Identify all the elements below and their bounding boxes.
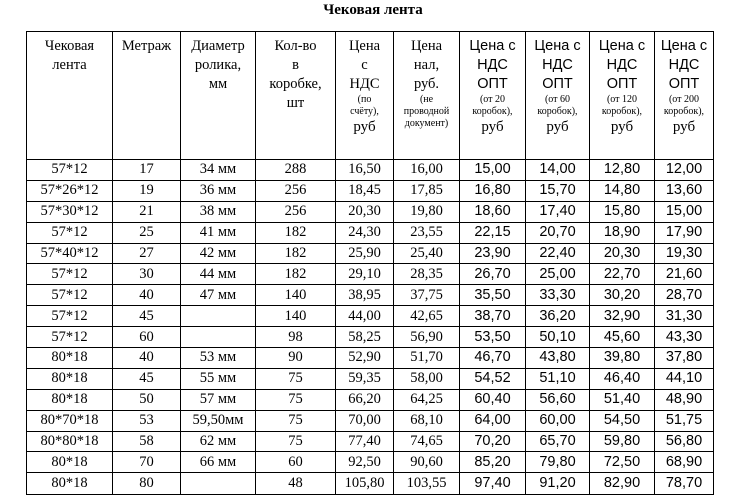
cell-qty-per-box: 75 (256, 389, 336, 410)
header-row (27, 32, 714, 160)
cell-price-20: 60,40 (460, 389, 526, 410)
cell-price-200: 21,60 (655, 264, 714, 285)
table-row (27, 243, 714, 264)
cell-price-60: 15,70 (526, 180, 590, 201)
header-price-cash: Цена нал, руб. (не проводной документ) (394, 32, 460, 160)
cell-length: 40 (113, 285, 181, 306)
cell-qty-per-box: 182 (256, 243, 336, 264)
cell-qty-per-box: 288 (256, 160, 336, 181)
cell-price-60: 65,70 (526, 431, 590, 452)
cell-qty-per-box: 90 (256, 348, 336, 369)
cell-qty-per-box: 140 (256, 285, 336, 306)
cell-price-60: 60,00 (526, 410, 590, 431)
cell-price-200: 13,60 (655, 180, 714, 201)
cell-price-120: 14,80 (590, 180, 655, 201)
cell-price-vat: 52,90 (336, 348, 394, 369)
header-qty-per-box: Кол-во в коробке, шт (256, 32, 336, 160)
cell-price-vat: 70,00 (336, 410, 394, 431)
cell-price-20: 54,52 (460, 368, 526, 389)
cell-tape-size: 80*18 (27, 348, 113, 369)
cell-price-120: 39,80 (590, 348, 655, 369)
cell-diameter: 38 мм (181, 201, 256, 222)
cell-price-cash: 103,55 (394, 473, 460, 495)
cell-qty-per-box: 182 (256, 264, 336, 285)
cell-diameter: 47 мм (181, 285, 256, 306)
cell-price-200: 17,90 (655, 222, 714, 243)
cell-price-120: 51,40 (590, 389, 655, 410)
header-price-vat: Цена с НДС (по счёту), руб (336, 32, 394, 160)
cell-price-120: 46,40 (590, 368, 655, 389)
table-row (27, 348, 714, 369)
cell-price-60: 14,00 (526, 160, 590, 181)
cell-price-vat: 44,00 (336, 306, 394, 327)
cell-price-cash: 56,90 (394, 327, 460, 348)
table-row (27, 160, 714, 181)
header-wholesale-20: Цена с НДС ОПТ (от 20 коробок), руб (460, 32, 526, 160)
cell-tape-size: 57*12 (27, 160, 113, 181)
table-row (27, 431, 714, 452)
header-receipt-tape: Чековая лента (27, 32, 113, 160)
cell-price-60: 36,20 (526, 306, 590, 327)
cell-qty-per-box: 256 (256, 180, 336, 201)
cell-diameter: 41 мм (181, 222, 256, 243)
cell-price-20: 35,50 (460, 285, 526, 306)
price-table (26, 31, 714, 495)
cell-price-200: 48,90 (655, 389, 714, 410)
cell-price-200: 68,90 (655, 452, 714, 473)
cell-price-vat: 66,20 (336, 389, 394, 410)
cell-price-120: 32,90 (590, 306, 655, 327)
cell-price-cash: 90,60 (394, 452, 460, 473)
cell-length: 25 (113, 222, 181, 243)
cell-price-60: 20,70 (526, 222, 590, 243)
cell-qty-per-box: 60 (256, 452, 336, 473)
cell-tape-size: 57*12 (27, 327, 113, 348)
cell-price-200: 56,80 (655, 431, 714, 452)
cell-diameter: 55 мм (181, 368, 256, 389)
table-row (27, 327, 714, 348)
table-row (27, 368, 714, 389)
table-row (27, 201, 714, 222)
cell-length: 30 (113, 264, 181, 285)
cell-price-vat: 59,35 (336, 368, 394, 389)
page-title: Чековая лента (323, 2, 423, 18)
cell-diameter: 44 мм (181, 264, 256, 285)
cell-price-cash: 42,65 (394, 306, 460, 327)
cell-price-120: 72,50 (590, 452, 655, 473)
cell-qty-per-box: 182 (256, 222, 336, 243)
cell-tape-size: 80*18 (27, 473, 113, 495)
table-row (27, 473, 714, 495)
cell-price-vat: 38,95 (336, 285, 394, 306)
cell-price-200: 28,70 (655, 285, 714, 306)
table-row (27, 410, 714, 431)
cell-price-120: 12,80 (590, 160, 655, 181)
cell-diameter: 62 мм (181, 431, 256, 452)
cell-price-120: 45,60 (590, 327, 655, 348)
cell-price-60: 51,10 (526, 368, 590, 389)
cell-price-vat: 29,10 (336, 264, 394, 285)
cell-price-cash: 28,35 (394, 264, 460, 285)
cell-price-120: 59,80 (590, 431, 655, 452)
cell-price-vat: 92,50 (336, 452, 394, 473)
table-row (27, 264, 714, 285)
cell-price-200: 43,30 (655, 327, 714, 348)
cell-qty-per-box: 75 (256, 431, 336, 452)
cell-diameter: 53 мм (181, 348, 256, 369)
cell-price-120: 30,20 (590, 285, 655, 306)
cell-price-cash: 68,10 (394, 410, 460, 431)
table-body (27, 160, 714, 495)
cell-price-vat: 25,90 (336, 243, 394, 264)
cell-price-60: 43,80 (526, 348, 590, 369)
cell-qty-per-box: 256 (256, 201, 336, 222)
cell-price-60: 33,30 (526, 285, 590, 306)
cell-price-cash: 58,00 (394, 368, 460, 389)
cell-qty-per-box: 140 (256, 306, 336, 327)
cell-price-20: 97,40 (460, 473, 526, 495)
cell-price-120: 18,90 (590, 222, 655, 243)
cell-price-20: 46,70 (460, 348, 526, 369)
cell-qty-per-box: 75 (256, 368, 336, 389)
cell-price-200: 78,70 (655, 473, 714, 495)
cell-price-20: 64,00 (460, 410, 526, 431)
cell-tape-size: 57*30*12 (27, 201, 113, 222)
cell-price-vat: 16,50 (336, 160, 394, 181)
cell-price-200: 12,00 (655, 160, 714, 181)
cell-length: 80 (113, 473, 181, 495)
cell-price-120: 54,50 (590, 410, 655, 431)
header-length: Метраж (113, 32, 181, 160)
cell-diameter (181, 327, 256, 348)
cell-diameter: 59,50мм (181, 410, 256, 431)
cell-tape-size: 57*12 (27, 285, 113, 306)
cell-diameter: 57 мм (181, 389, 256, 410)
cell-price-cash: 74,65 (394, 431, 460, 452)
cell-price-60: 56,60 (526, 389, 590, 410)
cell-price-120: 82,90 (590, 473, 655, 495)
cell-price-60: 79,80 (526, 452, 590, 473)
cell-price-20: 16,80 (460, 180, 526, 201)
cell-tape-size: 57*40*12 (27, 243, 113, 264)
cell-price-20: 85,20 (460, 452, 526, 473)
cell-price-120: 15,80 (590, 201, 655, 222)
cell-tape-size: 57*12 (27, 222, 113, 243)
cell-price-20: 15,00 (460, 160, 526, 181)
cell-length: 60 (113, 327, 181, 348)
cell-price-cash: 23,55 (394, 222, 460, 243)
cell-length: 45 (113, 368, 181, 389)
cell-price-cash: 64,25 (394, 389, 460, 410)
cell-price-200: 31,30 (655, 306, 714, 327)
table-row (27, 285, 714, 306)
cell-length: 45 (113, 306, 181, 327)
header-wholesale-120: Цена с НДС ОПТ (от 120 коробок), руб (590, 32, 655, 160)
cell-tape-size: 80*18 (27, 389, 113, 410)
cell-price-vat: 18,45 (336, 180, 394, 201)
cell-price-20: 18,60 (460, 201, 526, 222)
cell-diameter (181, 306, 256, 327)
table-row (27, 222, 714, 243)
cell-length: 21 (113, 201, 181, 222)
cell-price-200: 37,80 (655, 348, 714, 369)
cell-price-20: 26,70 (460, 264, 526, 285)
cell-price-120: 22,70 (590, 264, 655, 285)
table-row (27, 452, 714, 473)
cell-diameter: 36 мм (181, 180, 256, 201)
cell-price-200: 44,10 (655, 368, 714, 389)
table-row (27, 180, 714, 201)
cell-tape-size: 57*12 (27, 264, 113, 285)
cell-price-60: 22,40 (526, 243, 590, 264)
cell-price-120: 20,30 (590, 243, 655, 264)
cell-price-60: 17,40 (526, 201, 590, 222)
cell-price-200: 51,75 (655, 410, 714, 431)
cell-price-cash: 25,40 (394, 243, 460, 264)
cell-price-60: 25,00 (526, 264, 590, 285)
cell-tape-size: 57*12 (27, 306, 113, 327)
header-roll-diameter: Диаметр ролика, мм (181, 32, 256, 160)
cell-price-20: 53,50 (460, 327, 526, 348)
header-wholesale-200: Цена с НДС ОПТ (от 200 коробок), руб (655, 32, 714, 160)
cell-length: 17 (113, 160, 181, 181)
cell-price-cash: 16,00 (394, 160, 460, 181)
cell-price-200: 19,30 (655, 243, 714, 264)
cell-length: 53 (113, 410, 181, 431)
table-row (27, 306, 714, 327)
header-wholesale-60: Цена с НДС ОПТ (от 60 коробок), руб (526, 32, 590, 160)
cell-price-20: 23,90 (460, 243, 526, 264)
cell-qty-per-box: 98 (256, 327, 336, 348)
cell-diameter: 66 мм (181, 452, 256, 473)
cell-qty-per-box: 48 (256, 473, 336, 495)
cell-price-20: 70,20 (460, 431, 526, 452)
cell-price-cash: 17,85 (394, 180, 460, 201)
cell-tape-size: 80*70*18 (27, 410, 113, 431)
cell-diameter (181, 473, 256, 495)
cell-price-200: 15,00 (655, 201, 714, 222)
cell-length: 27 (113, 243, 181, 264)
table-row (27, 389, 714, 410)
cell-diameter: 42 мм (181, 243, 256, 264)
cell-tape-size: 57*26*12 (27, 180, 113, 201)
cell-qty-per-box: 75 (256, 410, 336, 431)
cell-price-60: 91,20 (526, 473, 590, 495)
cell-tape-size: 80*80*18 (27, 431, 113, 452)
cell-length: 50 (113, 389, 181, 410)
cell-price-vat: 58,25 (336, 327, 394, 348)
cell-price-vat: 20,30 (336, 201, 394, 222)
cell-price-60: 50,10 (526, 327, 590, 348)
cell-price-20: 38,70 (460, 306, 526, 327)
cell-length: 40 (113, 348, 181, 369)
cell-tape-size: 80*18 (27, 368, 113, 389)
cell-price-vat: 24,30 (336, 222, 394, 243)
cell-length: 19 (113, 180, 181, 201)
cell-price-cash: 51,70 (394, 348, 460, 369)
cell-price-vat: 105,80 (336, 473, 394, 495)
cell-length: 58 (113, 431, 181, 452)
cell-diameter: 34 мм (181, 160, 256, 181)
cell-price-20: 22,15 (460, 222, 526, 243)
cell-price-cash: 19,80 (394, 201, 460, 222)
cell-price-cash: 37,75 (394, 285, 460, 306)
cell-tape-size: 80*18 (27, 452, 113, 473)
cell-length: 70 (113, 452, 181, 473)
cell-price-vat: 77,40 (336, 431, 394, 452)
